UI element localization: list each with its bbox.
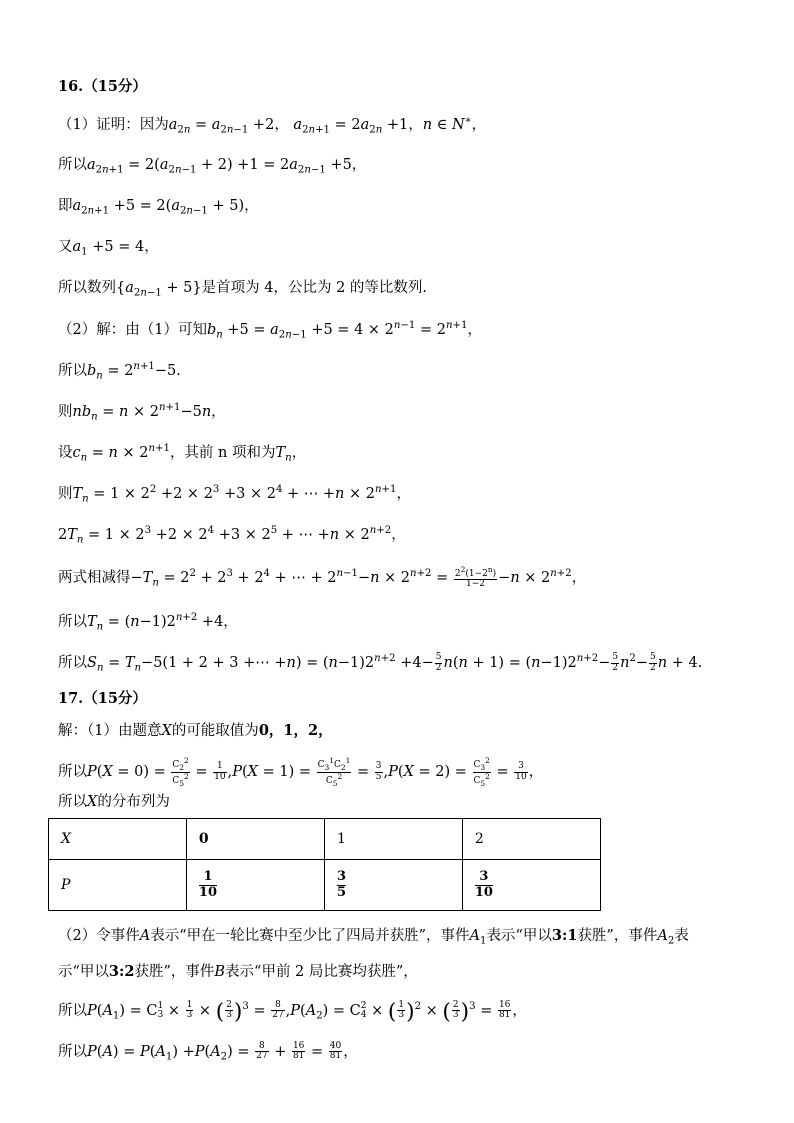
q16-line4: 又$a_1 +5 = 4$， — [58, 239, 159, 258]
table-row — [49, 860, 601, 911]
q16-part1-line1: （1）证明：因为$a_{2n} = a_{2n-1} +2$， $a_{2n+1} = 2a_{2n} +1$，n ∈ N∗， — [58, 115, 487, 136]
q17-line3: 所以X的分布列为 — [58, 794, 170, 810]
q16-line7: 所以$b_n = 2^{n+1}-5$. — [58, 361, 181, 382]
q16-line9: 设$c_n = n \times 2^{n+1}$，其前 n 项和为$T_n$， — [58, 443, 307, 464]
table-cell: $\frac{3}{10}$ — [462, 860, 600, 911]
q17-line2: 所以P(X = 0) = $\frac{C_2^2}{C_5^2}$ = $\frac{1}{10}$ ,P(X = 1) = $\frac{C_3^1C_2^1}{C_5^2}$ = $\frac{3}{5}$ ,P(X = 2) = $\frac{C_3^2}{C_5^2}$ = $\frac{3}{10}$ ， — [58, 756, 544, 788]
table-row — [49, 819, 601, 860]
table-cell: 2 — [462, 819, 600, 860]
q17-part2-line1: （2）令事件A表示“甲在一轮比赛中至少比了四局并获胜”，事件$A_1$表示“甲以3:1获胜”，事件$A_2$表 — [58, 927, 689, 947]
q17-line6: 所以$P(A_1) = C$ 1 3 × $\frac{1}{3}$ × ( $\frac{2}{3}$ )$^3$ = $\frac{8}{27}$ $,P(A_2) = C$ 2 4 × ( $\frac{1}{3}$ )$^2$ × ( $\frac{2}{3}$ )$^3$ = $\frac{16}{81}$ ， — [58, 999, 527, 1024]
table-cell: 1 — [325, 819, 463, 860]
distribution-table — [48, 818, 601, 911]
table-cell: $\frac{1}{10}$ — [186, 860, 324, 911]
q17-part2-line2: 示“甲以3:2获胜”，事件B表示“甲前 2 局比赛均获胜”， — [58, 963, 418, 980]
q17-line1: 解：（1）由题意X的可能取值为0，1，2， — [58, 722, 333, 739]
q17-heading: 17.（15分） — [58, 690, 147, 707]
q16-heading: 16.（15分） — [58, 78, 147, 95]
q16-line11: $2T_n = 1 \times 2^3 +2 \times 2^4 +3 \times 2^5$ + ⋯ $+n \times 2^{n+2}$， — [58, 525, 406, 546]
table-cell: $\frac{3}{5}$ — [325, 860, 463, 911]
q16-line5: 所以数列$\{a_{2n-1} + 5\}$是首项为 4，公比为 2 的等比数列. — [58, 280, 428, 299]
q17-line7: 所以$P(A) = P(A_1) +P(A_2)$ = $\frac{8}{27}$ + $\frac{16}{81}$ = $\frac{40}{81}$ ， — [58, 1041, 358, 1063]
table-cell: X — [49, 819, 187, 860]
q16-line13: 所以$T_n = (n-1)2^{n+2} +4$， — [58, 612, 238, 633]
q16-line3: 即$a_{2n+1} +5 = 2(a_{2n-1} + 5)$， — [58, 198, 259, 217]
table-cell: 0 — [186, 819, 324, 860]
q16-line8: 则$nb_n = n \times 2^{n+1}-5n$， — [58, 402, 226, 423]
q16-line12: 两式相减得$-T_n = 2^2 + 2^3 + 2^4$ + ⋯ + $2^{n-1}-n \times 2^{n+2}$ = $\frac{2^2(1-2^n)}{1-2}$ $-n \times 2^{n+2}$， — [58, 565, 587, 590]
q16-line14: 所以$S_n = T_n-5(1 + 2 + 3$ +⋯ $+n) = (n-1)2^{n+2} +4-$ $\frac{5}{2}$ $n(n + 1) = (n-1)2^{n+2}-$ $\frac{5}{2}$ $n^2-$ $\frac{5}{2}$ n + 4. — [58, 652, 703, 674]
q16-part2-line1: （2）解：由（1）可知$b_n +5 = a_{2n-1} +5 = 4 \times 2^{n-1} = 2^{n+1}$， — [58, 320, 482, 341]
q16-line2: 所以$a_{2n+1} = 2(a_{2n-1} + 2) +1 = 2a_{2n-1} +5$， — [58, 157, 367, 176]
q16-line10: 则$T_n = 1 \times 2^2 +2 \times 2^3 +3 \times 2^4$ + ⋯ $+n \times 2^{n+1}$， — [58, 484, 411, 505]
table-cell: P — [49, 860, 187, 911]
